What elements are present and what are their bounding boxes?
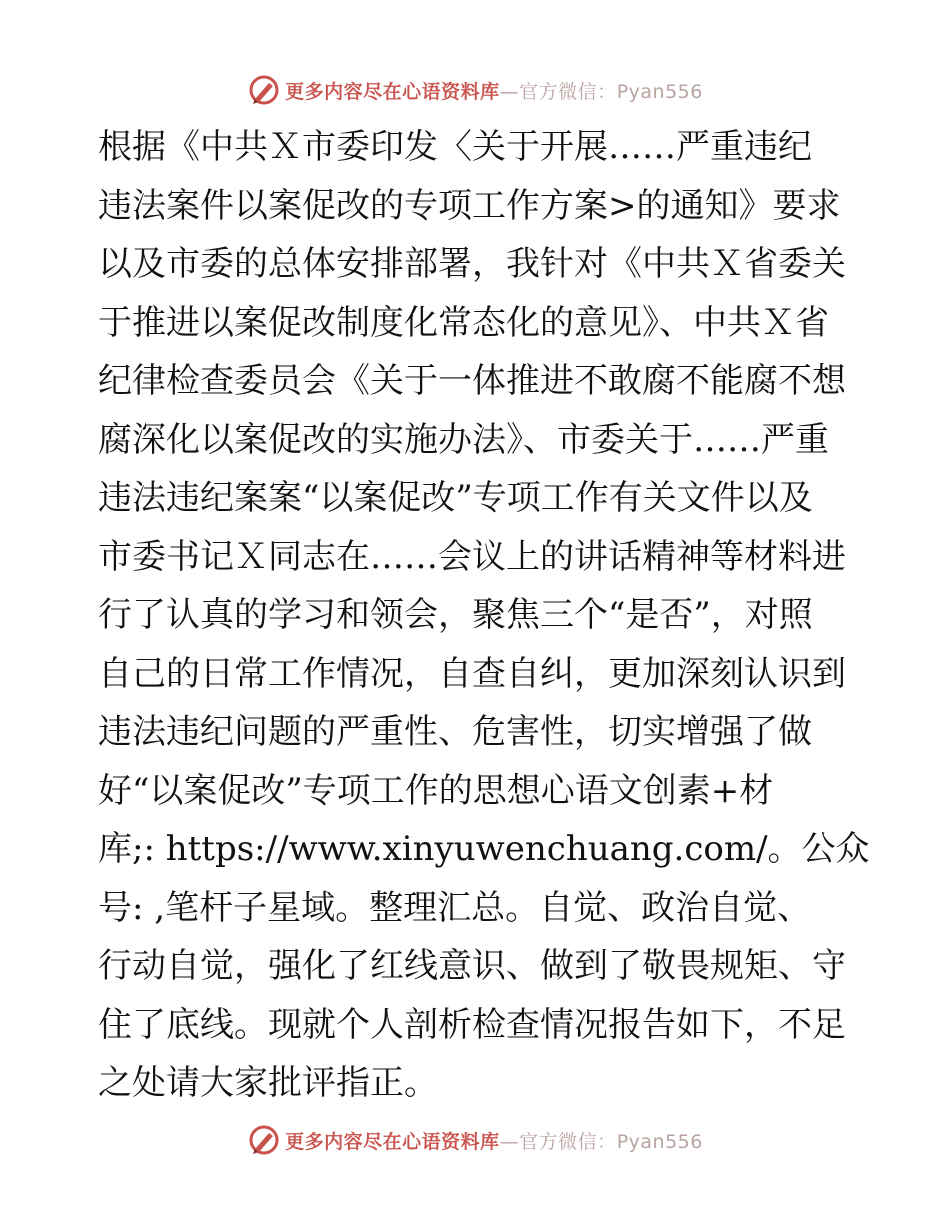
banner-separator: — <box>499 1130 520 1153</box>
banner-wechat-id: Pyan556 <box>616 1130 703 1153</box>
paragraph-line: 违法违纪问题的严重性、危害性，切实增强了做 <box>98 712 812 752</box>
pen-logo-icon <box>247 1123 281 1157</box>
paragraph-line: 行了认真的学习和领会，聚焦三个“是否”，对照 <box>98 595 813 635</box>
paragraph-line: 行动自觉，强化了红线意识、做到了敬畏规矩、守 <box>98 946 846 986</box>
paragraph-line: 以及市委的总体安排部署，我针对《中共Ｘ省委关 <box>98 244 846 284</box>
banner-main-text: 更多内容尽在心语资料库 <box>285 1130 500 1153</box>
banner-wechat-id: Pyan556 <box>616 80 703 103</box>
banner-wechat-label: 官方微信： <box>519 80 617 103</box>
paragraph-line: 违法违纪案案“以案促改”专项工作有关文件以及 <box>98 478 813 518</box>
banner-main-text: 更多内容尽在心语资料库 <box>285 80 500 103</box>
paragraph-line: 违法案件以案促改的专项工作方案>的通知》要求 <box>98 185 841 226</box>
paragraph-line: 纪律检查委员会《关于一体推进不敢腐不能腐不想 <box>98 361 846 401</box>
banner-separator: — <box>499 80 520 103</box>
paragraph-line: 于推进以案促改制度化常态化的意见》、中共Ｘ省 <box>98 302 829 343</box>
paragraph-line: 自己的日常工作情况，自查自纠，更加深刻认识到 <box>98 653 846 694</box>
paragraph-line: 之处请大家批评指正。 <box>98 1063 438 1103</box>
paragraph-line: 库;: https://www.xinyuwenchuang.com/。公众 <box>98 829 870 869</box>
header-banner <box>0 70 950 110</box>
pen-logo-icon <box>247 73 281 107</box>
document-paragraph <box>98 118 870 1113</box>
paragraph-line: 根据《中共Ｘ市委印发〈关于开展……严重违纪 <box>98 127 812 167</box>
paragraph-line: 号: ,笔杆子星域。整理汇总。自觉、政治自觉、 <box>98 887 812 928</box>
footer-banner <box>0 1120 950 1160</box>
paragraph-line: 腐深化以案促改的实施办法》、市委关于……严重 <box>98 419 829 460</box>
paragraph-line: 好“以案促改”专项工作的思想心语文创素+材 <box>98 770 774 811</box>
paragraph-line: 市委书记Ｘ同志在……会议上的讲话精神等材料进 <box>98 536 846 577</box>
banner-wechat-label: 官方微信： <box>519 1130 617 1153</box>
paragraph-line: 住了底线。现就个人剖析检查情况报告如下，不足 <box>98 1004 846 1045</box>
